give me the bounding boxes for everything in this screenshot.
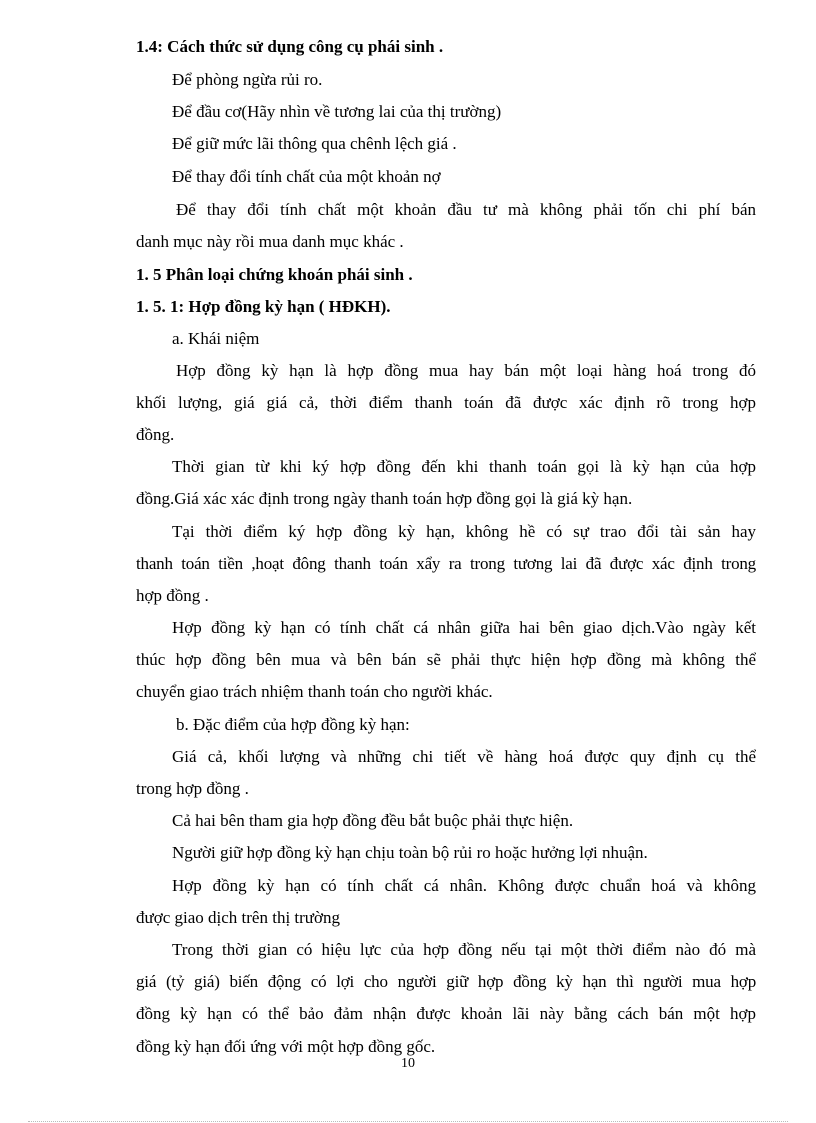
paragraph-line: Trong thời gian có hiệu lực của hợp đồng nếu tại một thời điểm nào đó mà bbox=[172, 940, 756, 959]
paragraph-line: đồng. bbox=[136, 425, 175, 444]
paragraph-line: đồng.Giá xác xác định trong ngày thanh toán hợp đồng gọi là giá kỳ hạn. bbox=[136, 489, 633, 508]
paragraph-line: Người giữ hợp đồng kỳ hạn chịu toàn bộ rủi ro hoặc hưởng lợi nhuận. bbox=[172, 843, 648, 862]
paragraph-line: hợp đồng . bbox=[136, 586, 209, 605]
paragraph-line: Hợp đồng kỳ hạn là hợp đồng mua hay bán một loại hàng hoá trong đó bbox=[176, 361, 756, 380]
paragraph-line: đồng kỳ hạn có thể bảo đảm nhận được khoản lãi này bằng cách bán một hợp bbox=[136, 1004, 756, 1023]
paragraph-line: danh mục này rồi mua danh mục khác . bbox=[136, 232, 404, 251]
paragraph-line: Tại thời điểm ký hợp đồng kỳ hạn, không hề có sự trao đổi tài sản hay bbox=[172, 522, 756, 541]
page-bottom-divider bbox=[28, 1121, 788, 1122]
subheading-a: a. Khái niệm bbox=[172, 329, 260, 348]
paragraph-line: thanh toán tiền ,hoạt đông thanh toán xẩy ra trong tương lai đã được xác định trong bbox=[136, 554, 756, 573]
paragraph-line: giá (tỷ giá) biến động có lợi cho người giữ hợp đồng kỳ hạn thì người mua hợp bbox=[136, 972, 756, 991]
paragraph-line: đồng kỳ hạn đối ứng với một hợp đồng gốc. bbox=[136, 1037, 436, 1056]
paragraph-line: Giá cả, khối lượng và những chi tiết về hàng hoá được quy định cụ thể bbox=[172, 747, 756, 766]
paragraph-line: Để thay đổi tính chất một khoản đầu tư mà không phải tốn chi phí bán bbox=[176, 200, 756, 219]
paragraph-line: Cả hai bên tham gia hợp đồng đều bắt buộc phải thực hiện. bbox=[172, 811, 574, 830]
bullet-line: Để phòng ngừa rủi ro. bbox=[172, 70, 323, 89]
page-number: 10 bbox=[401, 1056, 415, 1071]
paragraph-line: được giao dịch trên thị trường bbox=[136, 908, 340, 927]
paragraph-line: chuyển giao trách nhiệm thanh toán cho người khác. bbox=[136, 682, 493, 701]
bullet-line: Để đầu cơ(Hãy nhìn về tương lai của thị trường) bbox=[172, 102, 502, 121]
paragraph-line: Hợp đồng kỳ hạn có tính chất cá nhân. Không được chuẩn hoá và không bbox=[172, 876, 756, 895]
subheading-b: b. Đặc điểm của hợp đồng kỳ hạn: bbox=[176, 715, 410, 734]
paragraph-line: Thời gian từ khi ký hợp đồng đến khi thanh toán gọi là kỳ hạn của hợp bbox=[172, 457, 756, 476]
heading-1-5: 1. 5 Phân loại chứng khoán phái sinh . bbox=[136, 265, 413, 284]
bullet-line: Để giữ mức lãi thông qua chênh lệch giá . bbox=[172, 134, 457, 153]
paragraph-line: khối lượng, giá giá cả, thời điểm thanh toán đã được xác định rõ trong hợp bbox=[136, 393, 756, 412]
heading-1-5-1: 1. 5. 1: Hợp đồng kỳ hạn ( HĐKH). bbox=[136, 297, 391, 316]
bullet-line: Để thay đổi tính chất của một khoản nợ bbox=[172, 167, 441, 186]
paragraph-line: Hợp đồng kỳ hạn có tính chất cá nhân giữa hai bên giao dịch.Vào ngày kết bbox=[172, 618, 756, 637]
paragraph-line: trong hợp đồng . bbox=[136, 779, 249, 798]
paragraph-line: thúc hợp đồng bên mua và bên bán sẽ phải thực hiện hợp đồng mà không thể bbox=[136, 650, 756, 669]
heading-1-4: 1.4: Cách thức sử dụng công cụ phái sinh . bbox=[136, 37, 444, 56]
